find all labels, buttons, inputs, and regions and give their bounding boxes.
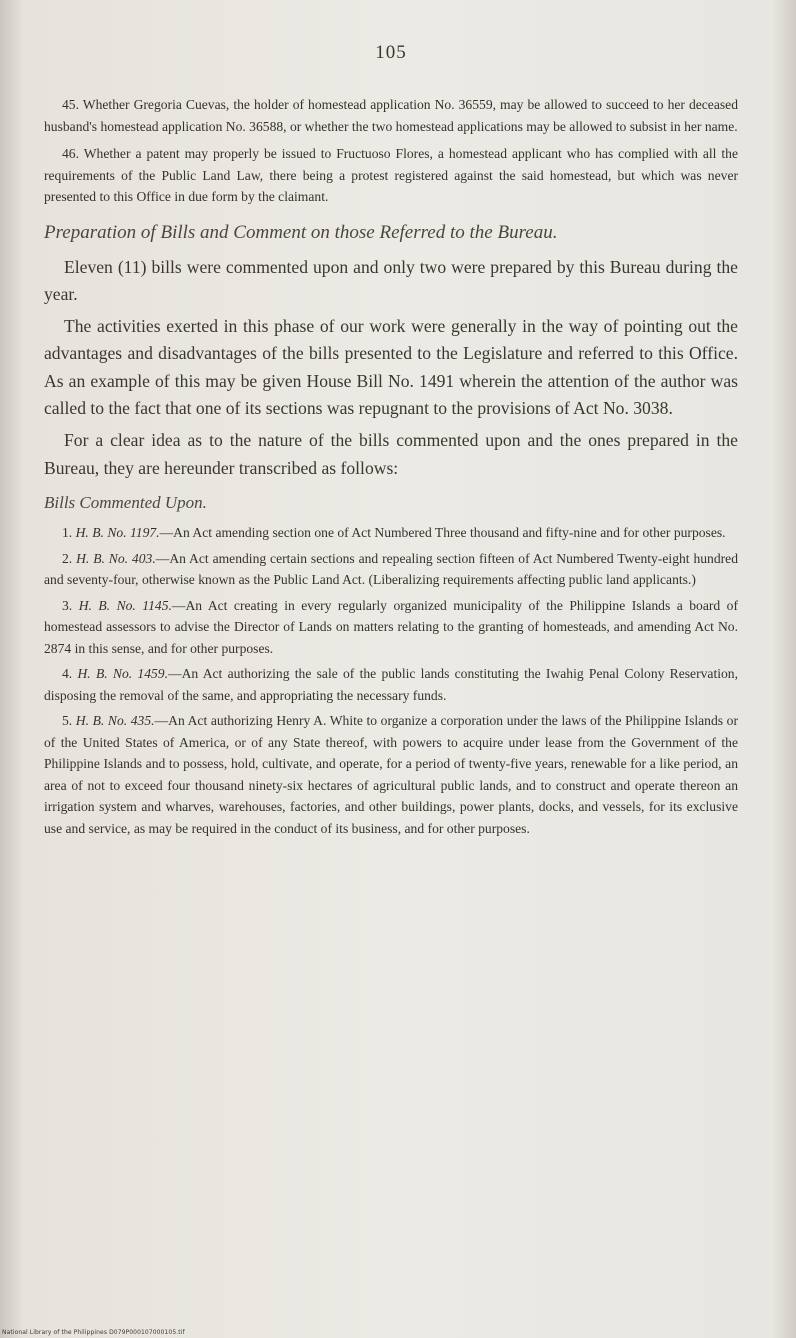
paragraph-item-45: 45. Whether Gregoria Cuevas, the holder of homestead application No. 36559, may be allowed to succeed to her deceased husband's homestead application No. 36588, or whether the two homestead applications may be allowed to subsist in her name. [44,97,738,134]
paragraph-item-46: 46. Whether a patent may properly be issued to Fructuoso Flores, a homestead applicant who has complied with all the requirements of the Public Land Law, there being a protest registered against the said homestead, but which was never presented to this Office in due form by the claimant. [44,146,738,204]
bill-text: —An Act authorizing Henry A. White to organize a corporation under the laws of the Philippine Islands or of the United States of America, or of any State thereof, with powers to acquire under lease from the Government of the Philippine Islands and to possess, hold, cultivate, and operate, for a period of twenty-five years, renewable for a like period, an area of not to exceed four thousand ninety-six hectares of agricultural public lands, and to construct and operate thereon an irrigation system and wharves, warehouses, factories, and other buildings, power plants, docks, and vessels, for its exclusive use and service, as may be required in the conduct of its business, and for other purposes. [44,713,738,836]
bill-text: —An Act authorizing the sale of the public lands constituting the Iwahig Penal Colony Reservation, disposing the removal of the same, and appropriating the necessary funds. [44,666,738,703]
bill-item-4 [44,663,738,706]
bill-reference: H. B. No. 403. [76,550,156,566]
bill-item-2 [44,548,738,591]
bill-item-5 [44,710,738,839]
paragraph-bills-count: Eleven (11) bills were commented upon and only two were prepared by this Bureau during the year. [44,256,738,305]
scan-footer-caption: National Library of the Philippines D079P000107000105.tif [2,1329,185,1336]
bill-number: 2. [62,550,73,566]
bill-number: 1. [62,525,73,541]
subheading-bills-commented: Bills Commented Upon. [44,493,207,513]
bill-number: 5. [62,713,73,729]
paragraph-activities: The activities exerted in this phase of our work were generally in the way of pointing out the advantages and disadvantages of the bills presented to the Legislature and referred to this Office. As an example of this may be given House Bill No. 1491 wherein the attention of the author was called to the fact that one of its sections was repugnant to the provisions of Act No. 3038. [44,315,738,419]
bill-reference: H. B. No. 1459. [77,666,168,682]
bill-text: —An Act amending certain sections and repealing section fifteen of Act Numbered Twenty-eight hundred and seventy-four, otherwise known as the Public Land Act. (Liberalizing requirements affecting public land applicants.) [44,550,738,588]
page-content [44,42,738,843]
bill-item-1 [44,522,738,544]
page-number: 105 [375,42,407,63]
bill-text: —An Act amending section one of Act Numbered Three thousand and fifty-nine and for other purposes. [159,525,726,541]
section-heading: Preparation of Bills and Comment on those Referred to the Bureau. [44,221,558,243]
paragraph-clear-idea: For a clear idea as to the nature of the bills commented upon and the ones prepared in the Bureau, they are hereunder transcribed as follows: [44,430,738,478]
bill-reference: H. B. No. 435. [75,713,155,729]
bill-number: 3. [62,597,73,613]
bill-reference: H. B. No. 1197. [75,525,160,541]
bill-reference: H. B. No. 1145. [78,597,172,613]
bill-text: —An Act creating in every regularly organized municipality of the Philippine Islands a board of homestead assessors to advise the Director of Lands on matters relating to the granting of homesteads, and amending Act No. 2874 in this sense, and for other purposes. [44,597,738,656]
bill-number: 4. [62,666,73,682]
bill-item-3 [44,595,738,660]
